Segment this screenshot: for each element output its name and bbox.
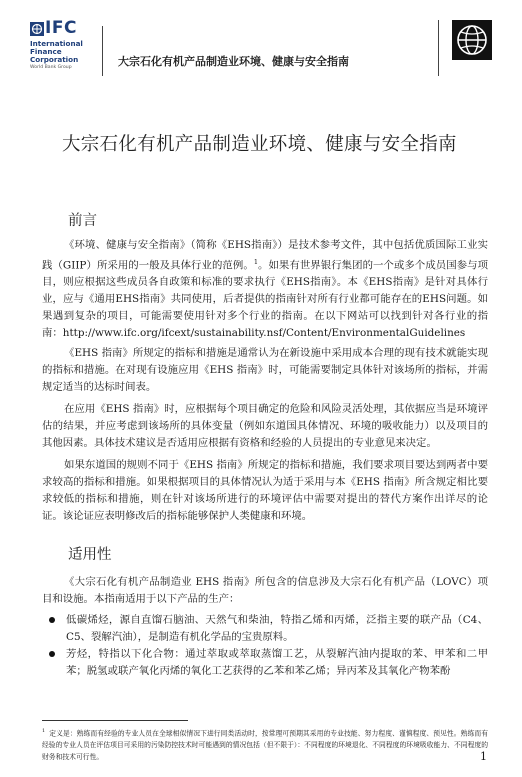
intro-paragraph-4: 如果东道国的规则不同于《EHS 指南》所规定的指标和措施，我们要求项目要达到两者中要求较高的指标和措施。如果根据项目的具体情况认为适于采用与本《EHS 指南》所含规定相比要求较低的指标和措施，则在针对该场所进行的环境评估中需要对提出的替代方案作出详尽的论证。该论证应表明修改后的指标能够保护人类健康和环境。	[42, 459, 488, 522]
ifc-logo-subtitle: International Finance Corporation	[30, 39, 83, 64]
intro-paragraph-1: 《环境、健康与安全指南》（简称《EHS指南》）是技术参考文件，其中包括优质国际工业实践（GIIP）所采用的一般及具体行业的范例。$^1$。如果有世界银行集团的一个或多个成员国参与项目，则应根据这些成员各自政策和标准的要求执行《EHS指南》。本《EHS指南》是针对具体行业，应与《通用EHS指南》共同使用，后者提供的指南针对所有行业都可能存在的EHS问题。如果遇到复杂的项目，可能需要使用针对多个行业的指南。在以下网站可以找到针对各行业的指南：http://www.ifc.org/ifcext/sustainability.nsf/Content/EnvironmentalGuidelines	[42, 239, 489, 340]
applicability-list	[42, 612, 488, 680]
bullet-icon	[49, 617, 55, 623]
footnote-ref: 1	[253, 258, 258, 266]
footnote-divider	[42, 720, 188, 721]
footnote: $^1$ 定义是：熟练而有经验的专业人员在全球相似情况下进行同类活动时，按常理可预期其采用的专业技能、努力程度、谨慎程度、预见性。熟练而有经验的专业人员在评估项目可采用的污染防控技术时可能遇到的情况包括（但不限于）：不同程度的环境退化、不同程度的环境吸收能力、不同程度的财务和技术可行性。	[42, 728, 488, 762]
header-divider-right	[438, 20, 439, 76]
ifc-logo-wordmark: IFC	[45, 18, 77, 38]
page-number: 1	[480, 750, 487, 763]
list-item: 芳烃，特指以下化合物：通过萃取或萃取蒸馏工艺，从裂解汽油内提取的苯、甲苯和二甲苯；脱氢或联产氧化丙烯的氧化工艺获得的乙苯和苯乙烯；异丙苯及其氧化产物苯酚	[42, 646, 488, 680]
page-header	[0, 0, 522, 80]
ifc-logo-group: World Bank Group	[30, 65, 72, 70]
applicability-paragraph: 《大宗石化有机产品制造业 EHS 指南》所包含的信息涉及大宗石化有机产品（LOVC）项目和设施。本指南适用于以下产品的生产：	[42, 576, 488, 605]
bullet-icon	[49, 651, 55, 657]
ifc-logo	[30, 18, 100, 72]
list-item: 低碳烯烃，源自直馏石脑油、天然气和柴油，特指乙烯和丙烯，泛指主要的联产品（C4、C5、裂解汽油），是制造有机化学品的宝贵原料。	[42, 612, 488, 646]
ifc-globe-icon	[30, 22, 44, 36]
section-heading-applicability: 适用性	[68, 547, 112, 563]
section-heading-preface: 前言	[68, 213, 97, 229]
intro-paragraph-3: 在应用《EHS 指南》时，应根据每个项目确定的危险和风险灵活处理，其依据应当是环境评估的结果，并应考虑到该场所的具体变量（例如东道国具体情况、环境的吸收能力）以及项目的其他因素。具体技术建议是否适用应根据有资格和经验的人员提出的专业意见来决定。	[42, 403, 488, 449]
intro-paragraph-2: 《EHS 指南》所规定的指标和措施是通常认为在新设施中采用成本合理的现有技术就能实现的指标和措施。在对现有设施应用《EHS 指南》时，可能需要制定具体针对该场所的指标，并需规定适当的达标时间表。	[42, 347, 488, 393]
document-title: 大宗石化有机产品制造业环境、健康与安全指南	[62, 134, 457, 155]
header-divider-left	[102, 26, 103, 76]
header-title: 大宗石化有机产品制造业环境、健康与安全指南	[118, 55, 349, 68]
world-bank-globe-icon	[452, 20, 492, 60]
footnote-mark: 1	[42, 728, 46, 734]
